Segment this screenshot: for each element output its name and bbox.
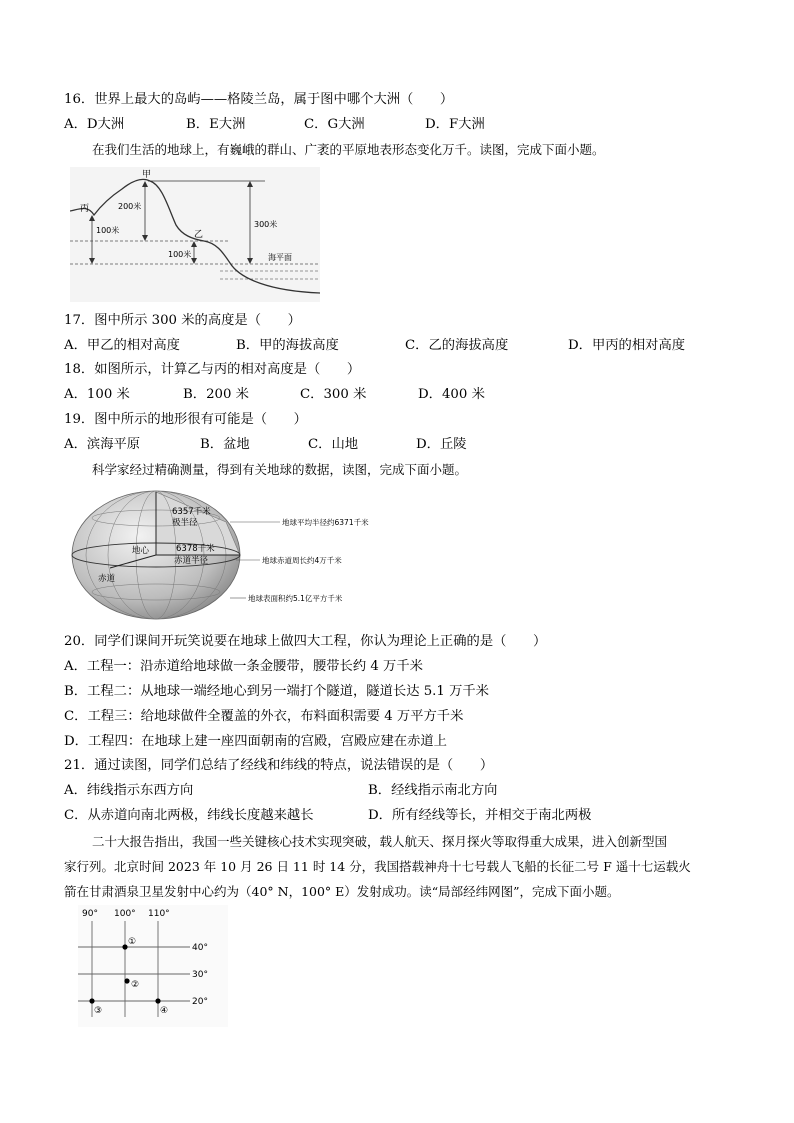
q16-option-b: B．E大洲 (186, 117, 246, 132)
polar-radius-value: 6357千米 (172, 507, 211, 517)
label-300m: 300米 (254, 220, 278, 229)
point-3-label: ③ (94, 1006, 103, 1016)
q18-stem: 18．如图所示，计算乙与丙的相对高度是（ ） (64, 362, 361, 377)
intro-launch-line3: 箭在甘肃酒泉卫星发射中心约为（40° N，100° E）发射成功。读“局部经纬网图”，完成下面小题。 (64, 884, 620, 899)
q19-option-c: C．山地 (308, 437, 359, 452)
q16-stem: 16．世界上最大的岛屿——格陵兰岛，属于图中哪个大洲（ ） (64, 92, 454, 107)
q18-option-d: D．400 米 (418, 387, 485, 402)
q21-option-a: A．纬线指示东西方向 (64, 783, 194, 798)
equatorial-radius-value: 6378千米 (176, 544, 215, 554)
q20-stem: 20．同学们课间开玩笑说要在地球上做四大工程，你认为理论上正确的是（ ） (64, 634, 547, 649)
label-bing: 丙 (80, 204, 90, 214)
note-mean-radius: 地球平均半径约6371千米 (282, 518, 369, 527)
q16-option-a: A．D大洲 (64, 117, 125, 132)
q17-stem: 17．图中所示 300 米的高度是（ ） (64, 313, 301, 328)
label-yi: 乙 (194, 230, 204, 240)
q21-option-c: C．从赤道向南北两极，纬线长度越来越长 (64, 808, 314, 823)
note-equator-length: 地球赤道周长约4万千米 (262, 556, 342, 565)
earth-data-figure (70, 488, 430, 622)
q21-stem: 21．通过读图，同学们总结了经线和纬线的特点，说法错误的是（ ） (64, 758, 494, 773)
q18-option-a: A．100 米 (64, 387, 130, 402)
equator-label: 赤道 (98, 574, 116, 584)
q18-option-b: B．200 米 (183, 387, 249, 402)
label-100m-bing: 100米 (96, 226, 120, 235)
q19-option-d: D．丘陵 (416, 437, 467, 452)
q17-option-d: D．甲丙的相对高度 (568, 338, 686, 353)
label-sea-level: 海平面 (268, 253, 292, 262)
q18-option-c: C．300 米 (300, 387, 367, 402)
point-1-dot (122, 944, 127, 949)
q20-option-a: A．工程一：沿赤道给地球做一条金腰带，腰带长约 4 万千米 (64, 659, 423, 674)
q20-option-d: D．工程四：在地球上建一座四面朝南的宫殿，宫殿应建在赤道上 (64, 734, 447, 749)
equatorial-radius-label: 赤道半径 (174, 556, 209, 566)
intro-launch-line1: 二十大报告指出，我国一些关键核心技术实现突破，载人航天、探月探火等取得重大成果，进入创新型国 (92, 834, 668, 849)
polar-radius-label: 极半径 (172, 518, 198, 528)
lon-110: 110° (148, 909, 170, 919)
lat-40: 40° (192, 943, 208, 953)
label-200m: 200米 (118, 202, 142, 211)
lon-90: 90° (82, 909, 98, 919)
q16-option-c: C．G大洲 (304, 117, 365, 132)
intro-earth-data: 科学家经过精确测量，得到有关地球的数据，读图，完成下面小题。 (92, 462, 468, 477)
q21-option-b: B．经线指示南北方向 (368, 783, 498, 798)
q20-option-b: B．工程二：从地球一端经地心到另一端打个隧道，隧道长达 5.1 万千米 (64, 684, 489, 699)
intro-terrain: 在我们生活的地球上，有巍峨的群山、广袤的平原地表形态变化万千。读图，完成下面小题。 (92, 142, 605, 157)
point-2-label: ② (131, 980, 140, 990)
intro-launch-line2: 家行列。北京时间 2023 年 10 月 26 日 11 时 14 分，我国搭载神舟十七号载人飞船的长征二号 F 遥十七运载火 (64, 859, 691, 874)
label-jia: 甲 (142, 170, 152, 180)
q17-option-a: A．甲乙的相对高度 (64, 338, 180, 353)
earth-center-label: 地心 (132, 546, 150, 556)
point-2-dot (124, 978, 129, 983)
q19-option-a: A．滨海平原 (64, 437, 141, 452)
lat-20: 20° (192, 997, 208, 1007)
point-3-dot (89, 998, 94, 1003)
point-4-label: ④ (160, 1006, 169, 1016)
label-100m-yi: 100米 (168, 250, 192, 259)
graticule-figure (78, 905, 228, 1027)
point-1-label: ① (128, 937, 137, 947)
lon-100: 100° (114, 909, 136, 919)
note-surface-area: 地球表面积约5.1亿平方千米 (248, 594, 343, 603)
lat-30: 30° (192, 970, 208, 980)
q21-option-d: D．所有经线等长，并相交于南北两极 (368, 808, 592, 823)
q19-stem: 19．图中所示的地形很有可能是（ ） (64, 412, 307, 427)
q17-option-c: C．乙的海拔高度 (405, 338, 509, 353)
q19-option-b: B．盆地 (200, 437, 250, 452)
q16-option-d: D．F大洲 (425, 117, 485, 132)
q17-option-b: B．甲的海拔高度 (236, 338, 339, 353)
terrain-profile-figure (70, 167, 320, 302)
point-4-dot (155, 998, 160, 1003)
q20-option-c: C．工程三：给地球做件全覆盖的外衣，布料面积需要 4 万平方千米 (64, 709, 464, 724)
